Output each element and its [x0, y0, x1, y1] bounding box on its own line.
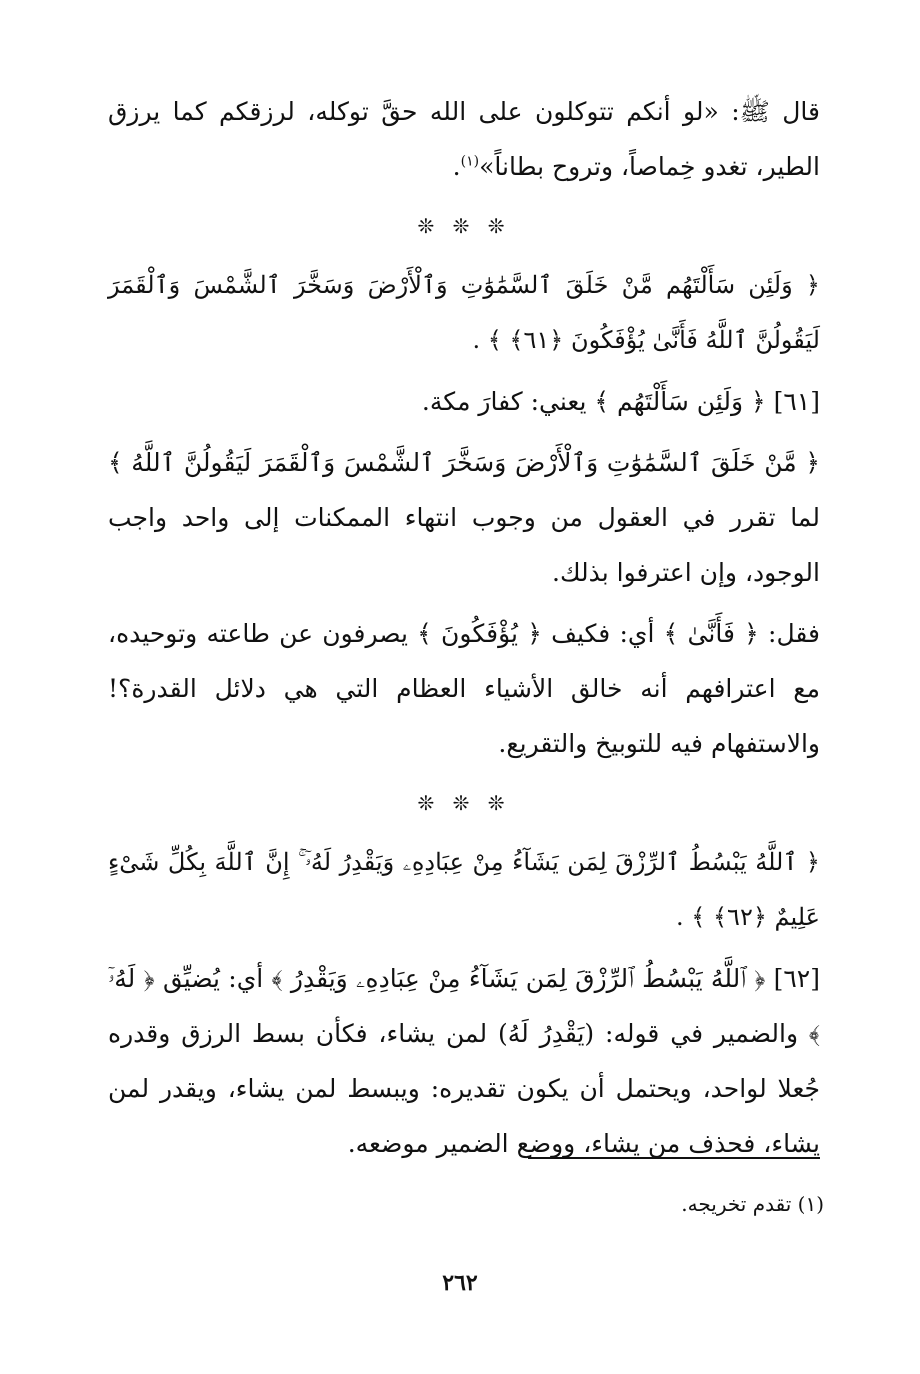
- hadith-end: .: [452, 152, 461, 181]
- page-number: ٢٦٢: [442, 1270, 478, 1296]
- footnote-reference: (١): [460, 153, 480, 170]
- commentary-62: [٦٢] ﴿ ٱللَّهُ يَبْسُطُ ٱلرِّزْقَ لِمَن يَشَآءُ مِنْ عِبَادِهِۦ وَيَقْدِرُ ﴾ أي: يُضيِّق ﴿ لَهُۥٓ ﴾ والضمير في قوله: (يَقْدِرُ لَهُ) لمن يشاء، فكأن بسط الرزق وقدره جُعلا لواحد، ويحتمل أن يكون تقديره: ويبسط لمن يشاء، ويقدر لمن يشاء، فحذف من يشاء، ووضع الضمير موضعه.: [108, 964, 820, 1158]
- commentary-61-c: فقل: ﴿ فَأَنَّىٰ ﴾ أي: فكيف ﴿ يُؤْفَكُونَ ﴾ يصرفون عن طاعته وتوحيده، مع اعترافهم أنه خالق الأشياء العظام التي هي دلائل القدرة؟! والاستفهام فيه للتوبيخ والتقريع.: [108, 619, 820, 758]
- section-separator: ❊ ❊ ❊: [417, 214, 511, 238]
- verse-61: ﴿ وَلَئِن سَأَلْتَهُم مَّنْ خَلَقَ ٱلسَّمَٰوَٰتِ وَٱلْأَرْضَ وَسَخَّرَ ٱلشَّمْسَ وَٱلْقَمَرَ لَيَقُولُنَّ ٱللَّهُ فَأَنَّىٰ يُؤْفَكُونَ ﴿٦١﴾ ﴾ .: [108, 271, 820, 354]
- footnote-text: تقدم تخريجه.: [681, 1192, 792, 1216]
- footnote-divider: [528, 1157, 820, 1159]
- commentary-61-b: ﴿ مَّنْ خَلَقَ ٱلسَّمَٰوَٰتِ وَٱلْأَرْضَ وَسَخَّرَ ٱلشَّمْسَ وَٱلْقَمَرَ لَيَقُولُنَّ ٱللَّهُ ﴾ لما تقرر في العقول من وجوب انتهاء الممكنات إلى واحد واجب الوجود، وإن اعترفوا بذلك.: [108, 448, 820, 587]
- footnote-number: (١): [797, 1192, 824, 1216]
- footnote: [681, 1190, 824, 1218]
- section-separator: ❊ ❊ ❊: [417, 791, 511, 815]
- hadith-paragraph: [108, 84, 820, 194]
- page-body: [108, 84, 820, 1177]
- commentary-61-a: [٦١] ﴿ وَلَئِن سَأَلْتَهُم ﴾ يعني: كفارَ مكة.: [421, 387, 820, 416]
- hadith-text: قال ﷺ: «لو أنكم تتوكلون على الله حقَّ توكله، لرزقكم كما يرزق الطير، تغدو خِماصاً، وتروح بطاناً»: [108, 97, 820, 181]
- verse-62: ﴿ ٱللَّهُ يَبْسُطُ ٱلرِّزْقَ لِمَن يَشَآءُ مِنْ عِبَادِهِۦ وَيَقْدِرُ لَهُۥٓ ۚ إِنَّ ٱللَّهَ بِكُلِّ شَىْءٍ عَلِيمٌ ﴿٦٢﴾ ﴾ .: [108, 848, 820, 931]
